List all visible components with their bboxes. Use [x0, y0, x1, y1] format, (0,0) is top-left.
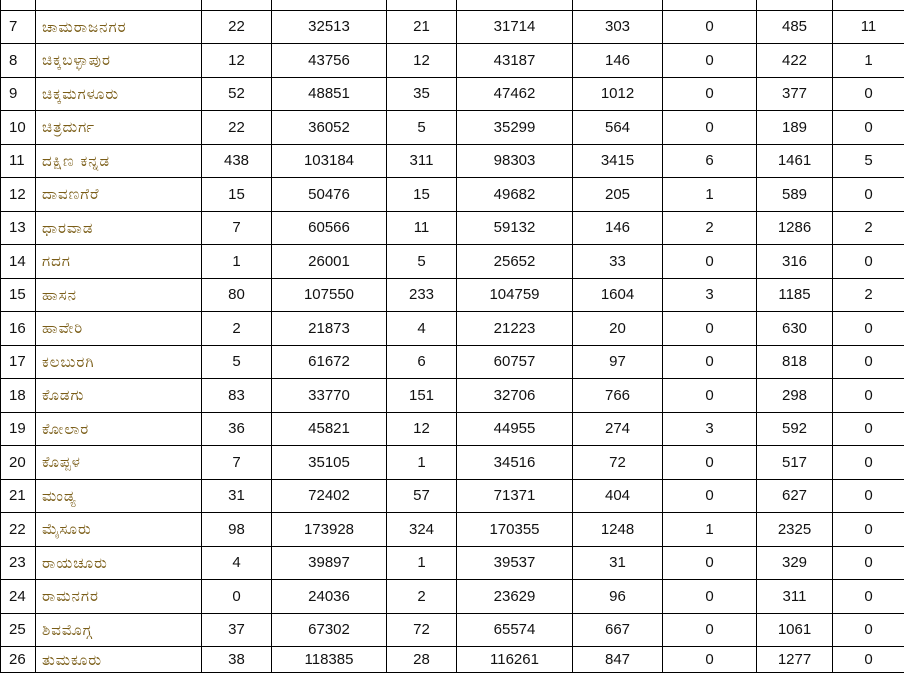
value-cell-2: 35105 — [272, 446, 387, 480]
value-cell-2: 21873 — [272, 312, 387, 346]
table-row — [1, 546, 904, 580]
value-cell-5: 96 — [573, 580, 663, 614]
value-cell-8: 2 — [833, 278, 904, 312]
district-name-cell — [36, 0, 202, 10]
value-cell-8: 0 — [833, 111, 904, 145]
value-cell-8: 0 — [833, 546, 904, 580]
value-cell-1: 5 — [202, 345, 272, 379]
table-row — [1, 111, 904, 145]
value-cell-7: 1461 — [757, 144, 833, 178]
district-name-cell: ರಾಯಚೂರು — [36, 546, 202, 580]
serial-number-cell: 11 — [1, 144, 36, 178]
value-cell-1: 22 — [202, 111, 272, 145]
table-row — [1, 446, 904, 480]
value-cell-4: 25652 — [457, 245, 573, 279]
value-cell-5: 72 — [573, 446, 663, 480]
district-name-cell: ಧಾರವಾಡ — [36, 211, 202, 245]
value-cell-8: 0 — [833, 513, 904, 547]
value-cell-7: 818 — [757, 345, 833, 379]
district-name-cell: ತುಮಕೂರು — [36, 647, 202, 673]
value-cell-2: 33770 — [272, 379, 387, 413]
serial-number-cell: 10 — [1, 111, 36, 145]
value-cell-6: 6 — [663, 144, 757, 178]
value-cell-2: 50476 — [272, 178, 387, 212]
table-row — [1, 580, 904, 614]
value-cell-3: 2 — [387, 580, 457, 614]
district-name-cell: ಹಾವೇರಿ — [36, 312, 202, 346]
value-cell-1 — [202, 0, 272, 10]
value-cell-7: 1185 — [757, 278, 833, 312]
value-cell-8: 0 — [833, 613, 904, 647]
table-row — [1, 312, 904, 346]
value-cell-3: 1 — [387, 446, 457, 480]
value-cell-7: 329 — [757, 546, 833, 580]
table-body — [1, 0, 904, 673]
serial-number-cell: 26 — [1, 647, 36, 673]
value-cell-6: 0 — [663, 613, 757, 647]
value-cell-3 — [387, 0, 457, 10]
value-cell-8: 0 — [833, 77, 904, 111]
district-name-cell: ಚಿಕ್ಕಮಗಳೂರು — [36, 77, 202, 111]
value-cell-2: 48851 — [272, 77, 387, 111]
value-cell-1: 52 — [202, 77, 272, 111]
value-cell-8: 2 — [833, 211, 904, 245]
table-row — [1, 211, 904, 245]
value-cell-1: 4 — [202, 546, 272, 580]
value-cell-1: 22 — [202, 10, 272, 44]
table-row — [1, 10, 904, 44]
value-cell-5: 1012 — [573, 77, 663, 111]
value-cell-7: 377 — [757, 77, 833, 111]
value-cell-3: 57 — [387, 479, 457, 513]
table-row — [1, 144, 904, 178]
value-cell-3: 311 — [387, 144, 457, 178]
serial-number-cell: 21 — [1, 479, 36, 513]
value-cell-2: 36052 — [272, 111, 387, 145]
district-name-cell: ರಾಮನಗರ — [36, 580, 202, 614]
value-cell-5: 1248 — [573, 513, 663, 547]
table-row — [1, 379, 904, 413]
value-cell-2: 26001 — [272, 245, 387, 279]
value-cell-4: 116261 — [457, 647, 573, 673]
table-row — [1, 513, 904, 547]
value-cell-7: 627 — [757, 479, 833, 513]
value-cell-8: 5 — [833, 144, 904, 178]
table-row — [1, 412, 904, 446]
district-name-cell: ಕೊಪ್ಪಳ — [36, 446, 202, 480]
value-cell-3: 233 — [387, 278, 457, 312]
value-cell-1: 31 — [202, 479, 272, 513]
serial-number-cell: 20 — [1, 446, 36, 480]
value-cell-4: 39537 — [457, 546, 573, 580]
value-cell-2: 103184 — [272, 144, 387, 178]
serial-number-cell: 13 — [1, 211, 36, 245]
value-cell-2: 45821 — [272, 412, 387, 446]
value-cell-8 — [833, 0, 904, 10]
value-cell-6: 1 — [663, 178, 757, 212]
value-cell-8: 0 — [833, 412, 904, 446]
value-cell-7: 1286 — [757, 211, 833, 245]
value-cell-6: 0 — [663, 546, 757, 580]
district-name-cell: ಚಾಮರಾಜನಗರ — [36, 10, 202, 44]
value-cell-7: 589 — [757, 178, 833, 212]
value-cell-2: 61672 — [272, 345, 387, 379]
serial-number-cell: 16 — [1, 312, 36, 346]
district-name-cell: ಚಿಕ್ಕಬಳ್ಳಾಪುರ — [36, 44, 202, 78]
table-row — [1, 345, 904, 379]
value-cell-3: 4 — [387, 312, 457, 346]
value-cell-3: 151 — [387, 379, 457, 413]
value-cell-5: 146 — [573, 44, 663, 78]
value-cell-8: 1 — [833, 44, 904, 78]
value-cell-5: 303 — [573, 10, 663, 44]
value-cell-5 — [573, 0, 663, 10]
value-cell-6: 0 — [663, 312, 757, 346]
value-cell-8: 0 — [833, 379, 904, 413]
value-cell-7: 485 — [757, 10, 833, 44]
value-cell-8: 0 — [833, 580, 904, 614]
value-cell-6: 2 — [663, 211, 757, 245]
table-row — [1, 479, 904, 513]
value-cell-8: 0 — [833, 647, 904, 673]
value-cell-1: 12 — [202, 44, 272, 78]
table-row — [1, 178, 904, 212]
value-cell-5: 274 — [573, 412, 663, 446]
value-cell-7: 189 — [757, 111, 833, 145]
value-cell-3: 5 — [387, 245, 457, 279]
value-cell-3: 12 — [387, 44, 457, 78]
value-cell-2: 43756 — [272, 44, 387, 78]
value-cell-2: 24036 — [272, 580, 387, 614]
value-cell-5: 564 — [573, 111, 663, 145]
value-cell-3: 15 — [387, 178, 457, 212]
value-cell-6: 0 — [663, 479, 757, 513]
serial-number-cell: 17 — [1, 345, 36, 379]
value-cell-6: 0 — [663, 647, 757, 673]
serial-number-cell: 23 — [1, 546, 36, 580]
value-cell-5: 847 — [573, 647, 663, 673]
value-cell-4: 71371 — [457, 479, 573, 513]
value-cell-7: 630 — [757, 312, 833, 346]
district-name-cell: ದಾವಣಗೆರೆ — [36, 178, 202, 212]
value-cell-1: 83 — [202, 379, 272, 413]
table-row — [1, 77, 904, 111]
value-cell-1: 37 — [202, 613, 272, 647]
serial-number-cell: 25 — [1, 613, 36, 647]
value-cell-4: 21223 — [457, 312, 573, 346]
serial-number-cell: 7 — [1, 10, 36, 44]
value-cell-4: 31714 — [457, 10, 573, 44]
value-cell-2: 72402 — [272, 479, 387, 513]
value-cell-6: 0 — [663, 446, 757, 480]
serial-number-cell: 18 — [1, 379, 36, 413]
value-cell-1: 2 — [202, 312, 272, 346]
value-cell-3: 35 — [387, 77, 457, 111]
value-cell-1: 0 — [202, 580, 272, 614]
value-cell-7 — [757, 0, 833, 10]
value-cell-1: 38 — [202, 647, 272, 673]
value-cell-7: 1061 — [757, 613, 833, 647]
value-cell-8: 0 — [833, 312, 904, 346]
serial-number-cell: 8 — [1, 44, 36, 78]
value-cell-7: 422 — [757, 44, 833, 78]
value-cell-1: 15 — [202, 178, 272, 212]
value-cell-6: 0 — [663, 580, 757, 614]
value-cell-4: 32706 — [457, 379, 573, 413]
value-cell-2: 32513 — [272, 10, 387, 44]
value-cell-3: 72 — [387, 613, 457, 647]
value-cell-4: 34516 — [457, 446, 573, 480]
value-cell-2: 39897 — [272, 546, 387, 580]
serial-number-cell: 12 — [1, 178, 36, 212]
value-cell-6: 0 — [663, 44, 757, 78]
value-cell-1: 36 — [202, 412, 272, 446]
serial-number-cell: 15 — [1, 278, 36, 312]
value-cell-5: 205 — [573, 178, 663, 212]
value-cell-2: 60566 — [272, 211, 387, 245]
district-name-cell: ಕಲಬುರಗಿ — [36, 345, 202, 379]
district-name-cell: ಶಿವಮೊಗ್ಗ — [36, 613, 202, 647]
value-cell-6: 0 — [663, 245, 757, 279]
value-cell-8: 11 — [833, 10, 904, 44]
value-cell-6: 0 — [663, 345, 757, 379]
value-cell-1: 80 — [202, 278, 272, 312]
district-name-cell: ಹಾಸನ — [36, 278, 202, 312]
value-cell-1: 1 — [202, 245, 272, 279]
value-cell-2: 107550 — [272, 278, 387, 312]
value-cell-3: 12 — [387, 412, 457, 446]
value-cell-5: 97 — [573, 345, 663, 379]
value-cell-4: 35299 — [457, 111, 573, 145]
value-cell-3: 21 — [387, 10, 457, 44]
value-cell-3: 28 — [387, 647, 457, 673]
value-cell-1: 7 — [202, 211, 272, 245]
value-cell-7: 316 — [757, 245, 833, 279]
serial-number-cell: 14 — [1, 245, 36, 279]
value-cell-6: 0 — [663, 77, 757, 111]
value-cell-3: 1 — [387, 546, 457, 580]
value-cell-5: 766 — [573, 379, 663, 413]
value-cell-4: 23629 — [457, 580, 573, 614]
value-cell-3: 5 — [387, 111, 457, 145]
district-name-cell: ಚಿತ್ರದುರ್ಗ — [36, 111, 202, 145]
value-cell-4: 98303 — [457, 144, 573, 178]
value-cell-2 — [272, 0, 387, 10]
value-cell-8: 0 — [833, 245, 904, 279]
value-cell-1: 98 — [202, 513, 272, 547]
district-name-cell: ಕೊಡಗು — [36, 379, 202, 413]
serial-number-cell: 19 — [1, 412, 36, 446]
value-cell-2: 118385 — [272, 647, 387, 673]
value-cell-1: 7 — [202, 446, 272, 480]
value-cell-6: 1 — [663, 513, 757, 547]
district-name-cell: ಮೈಸೂರು — [36, 513, 202, 547]
district-name-cell: ಕೋಲಾರ — [36, 412, 202, 446]
district-name-cell: ದಕ್ಷಿಣ ಕನ್ನಡ — [36, 144, 202, 178]
value-cell-5: 31 — [573, 546, 663, 580]
value-cell-5: 404 — [573, 479, 663, 513]
value-cell-3: 6 — [387, 345, 457, 379]
value-cell-8: 0 — [833, 446, 904, 480]
district-name-cell: ಗದಗ — [36, 245, 202, 279]
value-cell-1: 438 — [202, 144, 272, 178]
table-row — [1, 647, 904, 673]
value-cell-5: 33 — [573, 245, 663, 279]
table-row — [1, 44, 904, 78]
value-cell-4: 49682 — [457, 178, 573, 212]
table-row — [1, 245, 904, 279]
value-cell-4: 47462 — [457, 77, 573, 111]
value-cell-3: 11 — [387, 211, 457, 245]
value-cell-6: 3 — [663, 412, 757, 446]
value-cell-4: 59132 — [457, 211, 573, 245]
value-cell-5: 667 — [573, 613, 663, 647]
value-cell-4: 104759 — [457, 278, 573, 312]
value-cell-7: 311 — [757, 580, 833, 614]
serial-number-cell — [1, 0, 36, 10]
table-row — [1, 0, 904, 10]
value-cell-7: 1277 — [757, 647, 833, 673]
serial-number-cell: 24 — [1, 580, 36, 614]
value-cell-4 — [457, 0, 573, 10]
value-cell-6 — [663, 0, 757, 10]
value-cell-5: 3415 — [573, 144, 663, 178]
serial-number-cell: 9 — [1, 77, 36, 111]
value-cell-4: 44955 — [457, 412, 573, 446]
value-cell-7: 2325 — [757, 513, 833, 547]
table-row — [1, 278, 904, 312]
value-cell-8: 0 — [833, 345, 904, 379]
value-cell-4: 65574 — [457, 613, 573, 647]
value-cell-8: 0 — [833, 479, 904, 513]
table-row — [1, 613, 904, 647]
value-cell-4: 170355 — [457, 513, 573, 547]
value-cell-6: 0 — [663, 10, 757, 44]
value-cell-2: 67302 — [272, 613, 387, 647]
value-cell-5: 1604 — [573, 278, 663, 312]
serial-number-cell: 22 — [1, 513, 36, 547]
value-cell-2: 173928 — [272, 513, 387, 547]
district-name-cell: ಮಂಡ್ಯ — [36, 479, 202, 513]
value-cell-6: 0 — [663, 111, 757, 145]
value-cell-6: 3 — [663, 278, 757, 312]
value-cell-3: 324 — [387, 513, 457, 547]
value-cell-7: 592 — [757, 412, 833, 446]
value-cell-6: 0 — [663, 379, 757, 413]
value-cell-4: 60757 — [457, 345, 573, 379]
value-cell-5: 20 — [573, 312, 663, 346]
value-cell-4: 43187 — [457, 44, 573, 78]
value-cell-7: 298 — [757, 379, 833, 413]
value-cell-8: 0 — [833, 178, 904, 212]
value-cell-7: 517 — [757, 446, 833, 480]
value-cell-5: 146 — [573, 211, 663, 245]
